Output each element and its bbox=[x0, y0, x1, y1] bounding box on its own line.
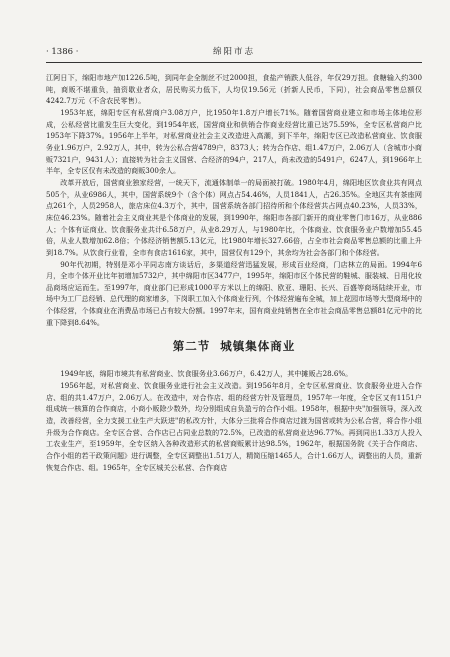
paragraph: 1949年底，绵阳市境共有私营商业、饮食服务业3.66万户，6.42万人，其中摊贩占28.6%。 bbox=[60, 369, 353, 379]
section-heading bbox=[46, 338, 422, 354]
body-text bbox=[46, 72, 422, 473]
paragraph: 江阿日下，绵阳市地产加1226.5吨，到同年企全制丝不过2000担，食盐产销跌人低谷，年仅29万担。食糖输入约300吨，商贩不堪重负，抽资歇业者众，居民购买力低下，人均仅19.56元（折新人民币，下同），社会商品零售总额仅4242.7万元（不含农民零售）。 bbox=[46, 73, 422, 106]
running-header bbox=[46, 44, 422, 60]
paragraph: 90年代初期，特别是邓小平同志南方谈话后，多渠道经营迅猛发展，形成百业经商，门店林立的局面。1994年6月，全市个体开业比年初增加5732户，其中绵阳市区3477户，1995年，绵阳市区个体民营的鞋城、服装城、日用化妆品商场应运而生。至1997年，商业部门已形成1000平方米以上的绵阳、欧亚、珊阳、长兴、百盛等商场陆续开业，市场中为工厂总经销、总代理的商家增多，下岗职工加入个体商业行列，个体经营遍布全城，加上花园市场等大型商场中的个体经营，个体商业在消费品市场已占有较大份额。1997年末，国有商业纯销售在全市社会商品零售总额81亿元中的比重下降到8.64%。 bbox=[46, 259, 422, 327]
header-rule bbox=[46, 62, 422, 63]
section-title: 城镇集体商业 bbox=[220, 339, 296, 354]
section-number: 第二节 bbox=[172, 339, 211, 354]
paragraph: 1953年底，绵阳专区有私营商户3.08万户，比1950年1.8万户增长71%。随着国营商业建立和市场主体地位形成，公私经营比重发生巨大变化，到1954年底，国营商业和供销合作商业经营比重已达75.59%，全专区私营商户比1953年下降37%。1956年上半年，对私营商业社会主义改造进入高潮，到下半年，绵阳专区已改造私营商业、饮食服务业1.96万户，2.92万人，其中，转为公私合营4789户，8373人；转为合作店、组1.47万户，2.06万人（含城市小商贩7321户，9431人）；直接转为社会主义国营、合经济的94户，217人，尚未改造的5491户，6247人，到1966年上半年，全专区仅有未改造的商贩300余人。 bbox=[46, 107, 422, 176]
paragraph: 1956年起，对私营商业、饮食服务业进行社会主义改造。到1956年8月，全专区私营商业、饮食服务业进入合作店、组的共1.47万户，2.06万人。在改造中，对合作店、组的经营方针及管理员，1957年一年度，全专区又有1151户组成统一核算的合作商店，小商小贩除少数外，均分别组成自负盈亏的合作小组。1958年，根据中央"加强领导，深入改造，改善经营，全力支援工业生产大跃进"的私改方针，大体分三批将合作商店过渡为国营或转为公私合营，将合作小组升级为合作商店。全专区合营、合作店已占同业总数的72.5%，已改造的私营商业达96.77%。再到同出1.33万人投入工农业生产，至1959年，全专区纳入各种改造形式的私营商贩累计达98.5%，1962年，根据国务院《关于合作商店、合作小组的若干政策问题》进行调整，全专区调整出1.51万人，精简压缩1465人，合计1.66万人，调整出的人员，重新恢复合作店、组。1965年，全专区城关公私营、合作商店 bbox=[46, 381, 422, 472]
book-title: 绵阳市志 bbox=[212, 47, 255, 57]
page-number: · 1386 · bbox=[46, 47, 79, 57]
paragraph: 改革开放后，国营商业独家经营，一统天下，流通体制单一的局面被打破。1980年4月，绵阳地区饮食业共有网点505个，从业6986人，其中，国营系统9个（含个体）网点占54.46%，人员1841人，占26.35%。全地区共有茶座网点261个，人员2958人，旅店床位4.3万个，其中，国营系统各部门招待所和个体经营共占网点40.23%，人员33%，床位46.23%。随着社会主义商业其是个体商业的发展，到1990年，绵阳市各部门新开的商业零售门市16万，从业886人；个体有证商业、饮食服务业共计6.58万户，从业8.29万人，与1980年比，个体商业、饮食服务业户数增加55.45倍，从业人数增加62.8倍；个体经济销售额5.13亿元，比1980年增长327.66倍，占全市社会商品零售总额的比重上升到18.7%。从饮食行业看，全市有食店1616家，其中，国营仅有129个，其余均为社会各部门和个体经营。 bbox=[46, 177, 422, 257]
